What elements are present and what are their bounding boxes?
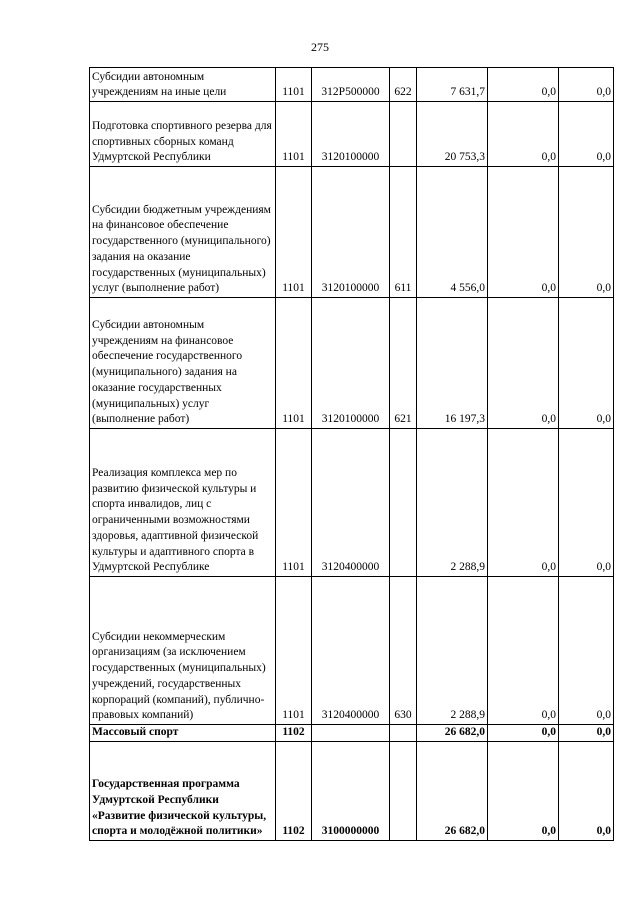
- expense-type-cell: 630: [390, 577, 417, 725]
- sum-1-cell: 20 753,3: [417, 102, 488, 167]
- sum-3-cell: 0,0: [559, 298, 614, 429]
- target-article-cell: 3120100000: [312, 102, 390, 167]
- row-name: Субсидии автономным учреждениям на иные цели: [92, 70, 227, 99]
- expense-type-cell: 611: [390, 167, 417, 298]
- sum-1-cell: 4 556,0: [417, 167, 488, 298]
- section-cell: 1102: [276, 725, 312, 742]
- page-number: 275: [311, 40, 329, 54]
- sum-3-cell: 0,0: [559, 429, 614, 577]
- sum-3-cell: 0,0: [559, 577, 614, 725]
- target-article-cell: 3120400000: [312, 577, 390, 725]
- table-row: [90, 429, 614, 577]
- row-name: Субсидии автономным учреждениям на финансовое обеспечение государственного (муниципального) задания на оказание государственных (муниципальных) услуг (выполнение работ): [92, 319, 243, 426]
- sum-2-cell: 0,0: [488, 167, 559, 298]
- row-name: Подготовка спортивного резерва для спортивных сборных команд Удмуртской Республики: [92, 119, 272, 164]
- section-cell: 1102: [276, 742, 312, 841]
- sum-2-cell: 0,0: [488, 102, 559, 167]
- row-name-cell: [90, 429, 276, 577]
- sum-1-cell: 26 682,0: [417, 725, 488, 742]
- expense-type-cell: [390, 429, 417, 577]
- row-name: Массовый спорт: [92, 726, 179, 739]
- target-article-cell: 312P500000: [312, 68, 390, 102]
- expense-type-cell: 622: [390, 68, 417, 102]
- sum-1-cell: 26 682,0: [417, 742, 488, 841]
- row-name-cell: [90, 742, 276, 841]
- table-row: [90, 725, 614, 742]
- table-row: [90, 577, 614, 725]
- table-row: [90, 167, 614, 298]
- expense-type-cell: [390, 102, 417, 167]
- sum-2-cell: 0,0: [488, 725, 559, 742]
- sum-3-cell: 0,0: [559, 725, 614, 742]
- table-row: [90, 102, 614, 167]
- sum-2-cell: 0,0: [488, 742, 559, 841]
- row-name: Субсидии некоммерческим организациям (за исключением государственных (муниципальных) учреждений, государственных корпораций (компаний), публично-правовых компаний): [92, 630, 266, 722]
- target-article-cell: 3100000000: [312, 742, 390, 841]
- sum-1-cell: 2 288,9: [417, 577, 488, 725]
- section-cell: 1101: [276, 577, 312, 725]
- sum-2-cell: 0,0: [488, 298, 559, 429]
- table-row: [90, 742, 614, 841]
- sum-2-cell: 0,0: [488, 429, 559, 577]
- section-cell: 1101: [276, 298, 312, 429]
- target-article-cell: 3120100000: [312, 167, 390, 298]
- row-name-cell: [90, 167, 276, 298]
- row-name-cell: [90, 577, 276, 725]
- row-name: Субсидии бюджетным учреждениям на финансовое обеспечение государственного (муниципального) задания на оказание государственных (муниципальных) услуг (выполнение работ): [92, 203, 271, 295]
- section-cell: 1101: [276, 429, 312, 577]
- sum-1-cell: 16 197,3: [417, 298, 488, 429]
- row-name-cell: [90, 725, 276, 742]
- row-name-cell: [90, 68, 276, 102]
- section-cell: 1101: [276, 102, 312, 167]
- sum-2-cell: 0,0: [488, 68, 559, 102]
- sum-3-cell: 0,0: [559, 167, 614, 298]
- expense-type-cell: [390, 742, 417, 841]
- table-row: [90, 298, 614, 429]
- section-cell: 1101: [276, 167, 312, 298]
- budget-table: [89, 67, 614, 841]
- row-name: Реализация комплекса мер по развитию физической культуры и спорта инвалидов, лиц с ограниченными возможностями здоровья, адаптивной физической культуры и адаптивного спорта в Удмуртской Республике: [92, 467, 259, 574]
- row-name-cell: [90, 298, 276, 429]
- sum-2-cell: 0,0: [488, 577, 559, 725]
- sum-3-cell: 0,0: [559, 742, 614, 841]
- sum-3-cell: 0,0: [559, 102, 614, 167]
- sum-1-cell: 2 288,9: [417, 429, 488, 577]
- target-article-cell: 3120400000: [312, 429, 390, 577]
- row-name: Государственная программа Удмуртской Республики «Развитие физической культуры, спорта и молодёжной политики»: [92, 778, 267, 838]
- sum-1-cell: 7 631,7: [417, 68, 488, 102]
- section-cell: 1101: [276, 68, 312, 102]
- target-article-cell: 3120100000: [312, 298, 390, 429]
- row-name-cell: [90, 102, 276, 167]
- expense-type-cell: 621: [390, 298, 417, 429]
- expense-type-cell: [390, 725, 417, 742]
- sum-3-cell: 0,0: [559, 68, 614, 102]
- target-article-cell: [312, 725, 390, 742]
- table-row: [90, 68, 614, 102]
